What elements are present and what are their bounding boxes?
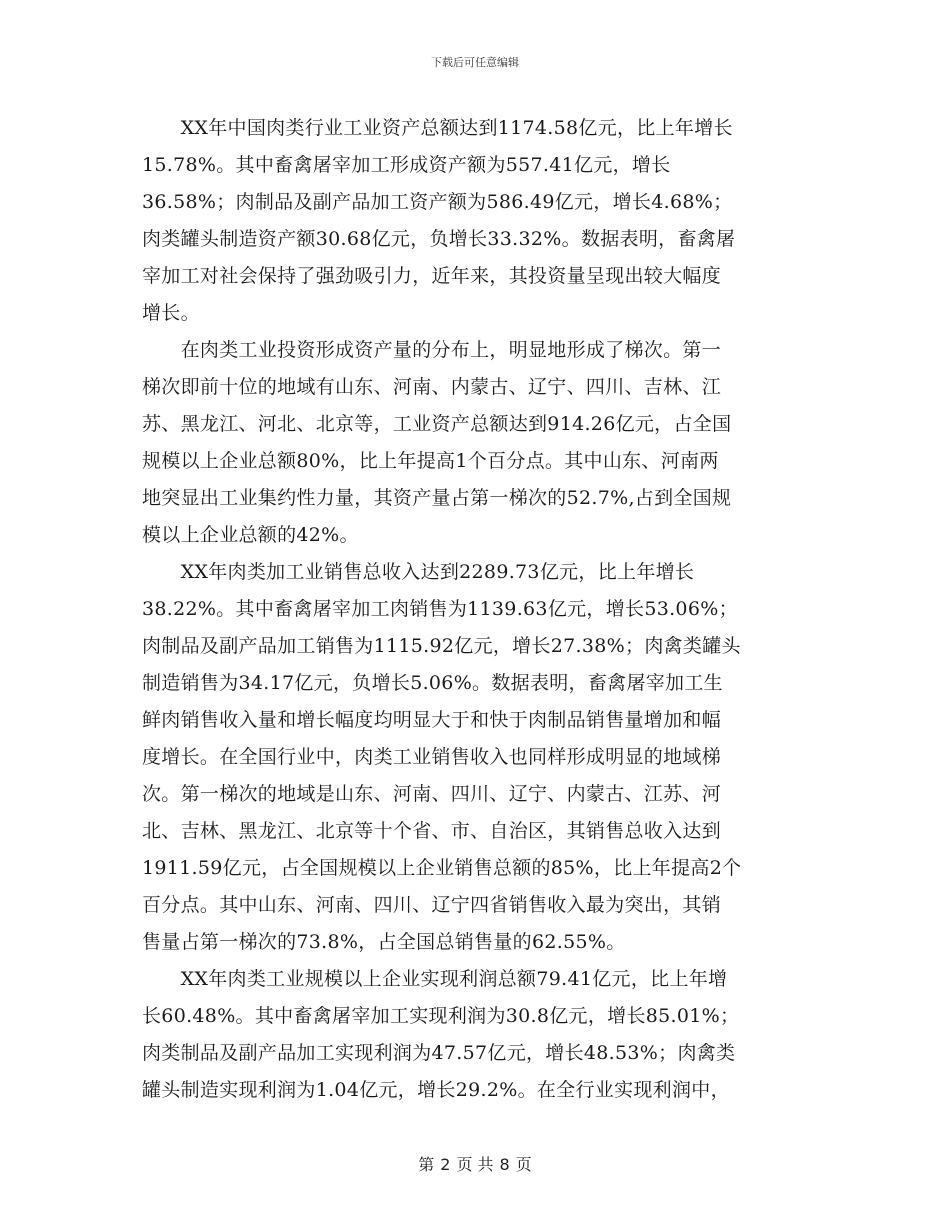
- text-line: XX年肉类工业规模以上企业实现利润总额79.41亿元，比上年增: [142, 968, 728, 990]
- text-line: 15.78%。其中畜禽屠宰加工形成资产额为557.41亿元，增长: [142, 154, 671, 176]
- text-line: 罐头制造实现利润为1.04亿元，增长29.2%。在全行业实现利润中，: [142, 1079, 730, 1101]
- text-line: 模以上企业总额的42%。: [142, 524, 359, 546]
- text-line: 38.22%。其中畜禽屠宰加工肉销售为1139.63亿元，增长53.06%；: [142, 598, 738, 620]
- text-line: 梯次即前十位的地域有山东、河南、内蒙古、辽宁、四川、吉林、江: [142, 376, 722, 398]
- text-line: 制造销售为34.17亿元，负增长5.06%。数据表明，畜禽屠宰加工生: [142, 672, 723, 694]
- text-line: 肉制品及副产品加工销售为1115.92亿元，增长27.38%；肉禽类罐头: [142, 635, 741, 657]
- footer-page-number: 2: [440, 1155, 451, 1174]
- text-line: 售量占第一梯次的73.8%，占全国总销售量的62.55%。: [142, 931, 626, 953]
- text-line: 宰加工对社会保持了强劲吸引力，近年来，其投资量呈现出较大幅度: [142, 265, 722, 287]
- text-line: 肉类制品及副产品加工实现利润为47.57亿元，增长48.53%；肉禽类: [142, 1042, 736, 1064]
- text-line: 在肉类工业投资形成资产量的分布上，明显地形成了梯次。第一: [142, 339, 722, 361]
- text-line: 苏、黑龙江、河北、北京等，工业资产总额达到914.26亿元，占全国: [142, 413, 732, 435]
- text-line: 地突显出工业集约性力量，其资产量占第一梯次的52.7%,占到全国规: [142, 487, 732, 509]
- footer-prefix: 第: [418, 1155, 435, 1174]
- text-line: 36.58%；肉制品及副产品加工资产额为586.49亿元，增长4.68%；: [142, 191, 733, 213]
- footer-total-pages: 8: [499, 1155, 510, 1174]
- footer-suffix: 页: [515, 1155, 532, 1174]
- text-line: 北、吉林、黑龙江、北京等十个省、市、自治区，其销售总收入达到: [142, 820, 722, 842]
- text-line: 肉类罐头制造资产额30.68亿元，负增长33.32%。数据表明，畜禽屠: [142, 228, 736, 250]
- text-line: 增长。: [142, 302, 200, 324]
- text-line: XX年中国肉类行业工业资产总额达到1174.58亿元，比上年增长: [142, 117, 733, 139]
- text-line: 鲜肉销售收入量和增长幅度均明显大于和快于肉制品销售量增加和幅: [142, 709, 722, 731]
- text-line: 度增长。在全国行业中，肉类工业销售收入也同样形成明显的地域梯: [142, 746, 722, 768]
- page-header-note: 下载后可任意编辑: [431, 56, 519, 69]
- document-body: [142, 110, 812, 1109]
- text-line: XX年肉类加工业销售总收入达到2289.73亿元，比上年增长: [142, 561, 695, 583]
- text-line: 1911.59亿元，占全国规模以上企业销售总额的85%，比上年提高2个: [142, 857, 742, 879]
- text-line: 长60.48%。其中畜禽屠宰加工实现利润为30.8亿元，增长85.01%；: [142, 1005, 740, 1027]
- footer-mid: 页 共: [456, 1155, 494, 1174]
- text-line: 次。第一梯次的地域是山东、河南、四川、辽宁、内蒙古、江苏、河: [142, 783, 722, 805]
- page-footer: [0, 1152, 950, 1175]
- text-line: 规模以上企业总额80%，比上年提高1个百分点。其中山东、河南两: [142, 450, 719, 472]
- text-line: 百分点。其中山东、河南、四川、辽宁四省销售收入最为突出，其销: [142, 894, 722, 916]
